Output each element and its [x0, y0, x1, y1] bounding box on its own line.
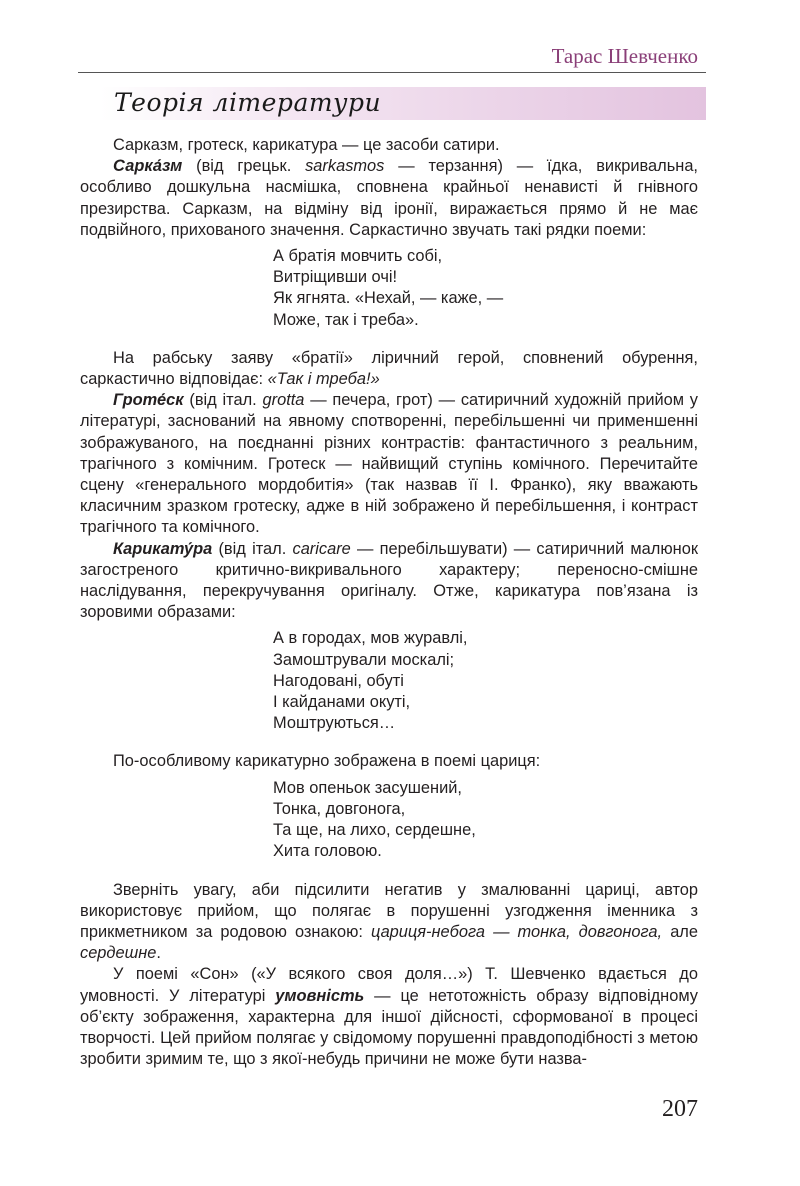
verse-line: Замоштрували москалі; [273, 650, 455, 669]
example-tsarina: цариця-небога — тонка, довгонога, [371, 922, 663, 941]
running-head-book-title: Тарас Шевченко [551, 44, 698, 68]
paragraph-convention: У поемі «Сон» («У всякого своя доля…») Т. Шевченко вдається до умовності. У літературі умовність — це нетотожність образу відповідному об’єкту зображення, характерна для іншої дійсності, сформованої в процесі творчості. Цей прийом полягає у свідомому порушенні правдоподібності з метою зробити зримим те, що з якої-небудь причини не може бути назва- [80, 965, 698, 1069]
paragraph-caricature: Карикату́ра (від італ. caricare — перебільшувати) — сатиричний малюнок загостреного критично-викривального характеру; переносно-смішне наслідування, перекручування оригіналу. Отже, карикатура пов’язана із зоровими образами: [80, 539, 698, 622]
verse-line: Може, так і треба». [273, 310, 419, 329]
etymology-sarcasm: sarkasmos [305, 157, 385, 176]
verse-block-2 [273, 628, 698, 734]
verse-line: Нагодовані, обуті [273, 671, 404, 690]
verse-line: Витріщивши очі! [273, 268, 398, 287]
verse-line: Моштруються… [273, 714, 396, 733]
verse-line: Тонка, довгонога, [273, 799, 406, 818]
paragraph-sarcasm-example: На рабську заяву «братії» ліричний герой, сповнений обурення, саркастично відповідає: «Так і треба!» [80, 348, 698, 389]
verse-line: Хита головою. [273, 842, 382, 861]
etymology-caricature: caricare [292, 539, 351, 558]
term-convention: умовність [275, 986, 365, 1005]
term-caricature: Карикату́ра [113, 539, 213, 558]
verse-line: А братія мовчить собі, [273, 247, 443, 266]
example-serdeshne: сердешне [80, 944, 157, 963]
header-divider [78, 72, 706, 73]
verse-line: Як ягнята. «Нехай, — каже, — [273, 289, 504, 308]
term-grotesque: Гроте́ск [113, 391, 184, 410]
paragraph-agreement: Зверніть увагу, аби підсилити негатив у змалюванні цариці, автор використовує прийом, що полягає в порушенні узгодження іменника з прикметником за родовою ознакою: цариця-небога — тонка, довгонога, але сердешне. [80, 880, 698, 963]
paragraph-sarcasm: Сарка́зм (від грецьк. sarkasmos — терзання) — їдка, викривальна, особливо дошкульна насмішка, сповнена крайньої ненависті й гнівного презирства. Сарказм, на відміну від іронії, виражається прямо й не має подвійного, прихованого значення. Саркастично звучать такі рядки поеми: [80, 157, 698, 239]
paragraph-tsarina: По-особливому карикатурно зображена в поемі цариця: [113, 752, 541, 771]
etymology-grotesque: grotta [262, 391, 305, 410]
verse-line: А в городах, мов журавлі, [273, 629, 468, 648]
verse-block-3 [273, 778, 698, 863]
quote-tak-i-treba: «Так і треба!» [267, 370, 380, 389]
verse-line: Та ще, на лихо, сердешне, [273, 821, 476, 840]
section-title: Теорія літератури [114, 88, 382, 117]
body-text [80, 135, 698, 1070]
term-sarcasm: Сарка́зм [113, 157, 183, 176]
verse-block-1 [273, 246, 698, 331]
verse-line: І кайданами окуті, [273, 693, 411, 712]
page-number: 207 [662, 1096, 698, 1122]
paragraph-grotesque: Гроте́ск (від італ. grotta — печера, грот) — сатиричний художній прийом у літературі, заснований на явному спотворенні, перебільшенні чи применшенні зображуваного, на поєднанні різних контрастів: фантастичного з реальним, трагічного з комічним. Гротеск — найвищий ступінь комічного. Перечитайте сцену «генерального мордобитія» (так назвав її І. Франко), яку вважають класичним зразком гротеску, адже в ній зображено й перебільшення, і контраст трагічного та комічного. [80, 391, 698, 537]
paragraph-intro: Сарказм, гротеск, карикатура — це засоби сатири. [113, 136, 500, 154]
verse-line: Мов опеньок засушений, [273, 778, 462, 797]
